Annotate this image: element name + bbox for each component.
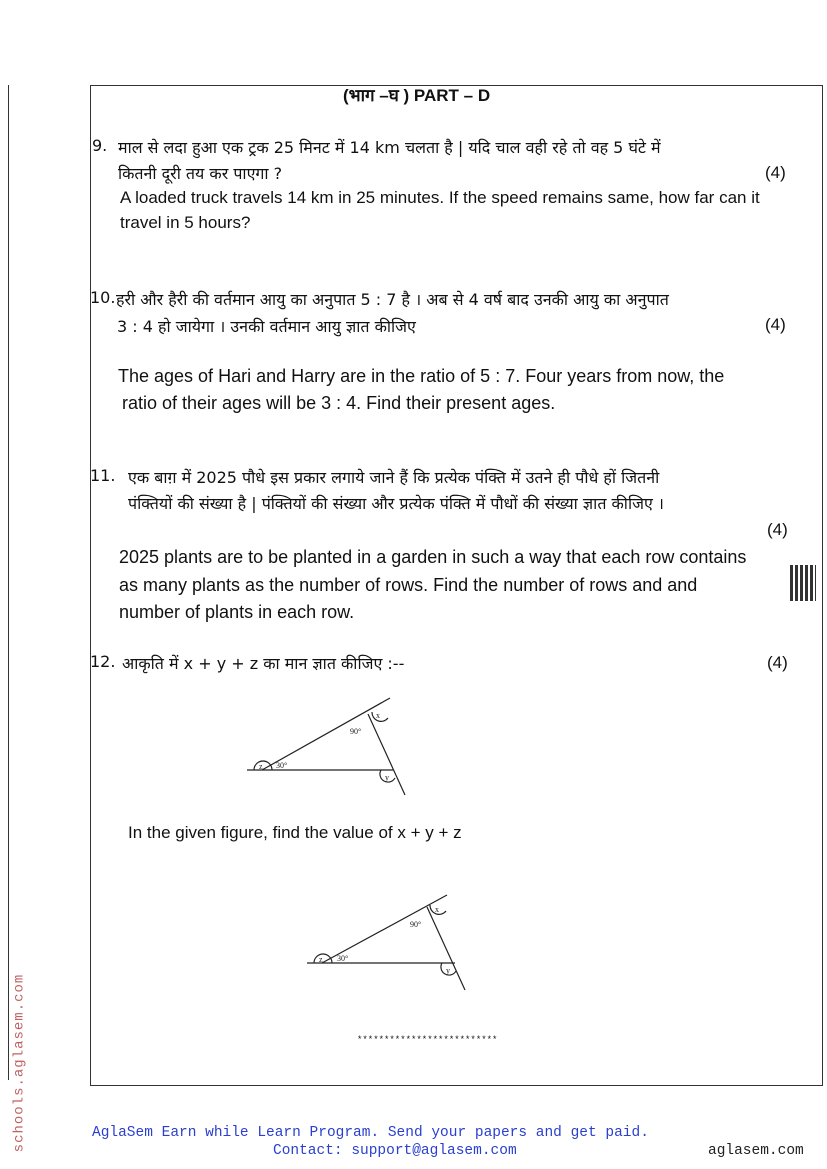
footer-site[interactable]: aglasem.com bbox=[708, 1143, 804, 1159]
triangle-figure-2 bbox=[300, 885, 480, 1000]
footer-contact[interactable]: Contact: support@aglasem.com bbox=[273, 1143, 517, 1159]
q11-english-1: 2025 plants are to be planted in a garden in such a way that each row contains bbox=[119, 547, 747, 567]
q10-english-2: ratio of their ages will be 3 : 4. Find their present ages. bbox=[122, 393, 556, 413]
q11-english-3: number of plants in each row. bbox=[119, 602, 355, 622]
q12-english-1: In the given figure, find the value of x + y + z bbox=[128, 823, 462, 842]
angle-30-label-2: 30° bbox=[337, 954, 349, 963]
q9-number: 9. bbox=[92, 136, 108, 155]
angle-y-label-2: y bbox=[446, 966, 450, 975]
angle-90-label: 90° bbox=[350, 727, 362, 736]
angle-x-label-2: x bbox=[435, 905, 439, 914]
angle-x-label: x bbox=[376, 711, 380, 720]
qr-code bbox=[790, 565, 816, 601]
angle-30-label: 30° bbox=[276, 761, 288, 770]
q9-hindi-2: कितनी दूरी तय कर पाएगा ? bbox=[118, 164, 283, 183]
q11-number: 11. bbox=[90, 466, 116, 485]
q12-number: 12. bbox=[90, 652, 116, 671]
q10-english-1: The ages of Hari and Harry are in the ratio of 5 : 7. Four years from now, the bbox=[118, 366, 725, 386]
watermark: schools.aglasem.com bbox=[11, 973, 28, 1153]
q10-marks: (4) bbox=[765, 315, 786, 334]
end-marker: ************************** bbox=[357, 1035, 498, 1045]
q9-english-1: A loaded truck travels 14 km in 25 minutes. If the speed remains same, how far can it bbox=[120, 188, 760, 207]
angle-90-label-2: 90° bbox=[410, 920, 422, 929]
q11-hindi-2: पंक्तियों की संख्या है | पंक्तियों की संख्या और प्रत्येक पंक्ति में पौधों की संख्या ज्ञात कीजिए । bbox=[128, 494, 664, 513]
q10-number: 10. bbox=[90, 288, 116, 307]
q9-marks: (4) bbox=[765, 163, 786, 182]
angle-z-label: z bbox=[259, 762, 263, 771]
section-heading: (भाग –घ ) PART – D bbox=[343, 86, 491, 105]
footer-promo: AglaSem Earn while Learn Program. Send your papers and get paid. bbox=[92, 1125, 649, 1141]
margin-line bbox=[8, 85, 9, 1080]
q12-marks: (4) bbox=[767, 653, 788, 672]
q9-hindi-1: माल से लदा हुआ एक ट्रक 25 मिनट में 14 km चलता है | यदि चाल वही रहे तो वह 5 घंटे में bbox=[118, 138, 661, 157]
angle-y-label: y bbox=[385, 773, 389, 782]
triangle-figure-1 bbox=[240, 690, 420, 805]
q11-marks: (4) bbox=[767, 520, 788, 539]
q12-hindi-1: आकृति में x + y + z का मान ज्ञात कीजिए :-- bbox=[122, 654, 405, 673]
q11-english-2: as many plants as the number of rows. Find the number of rows and and bbox=[119, 575, 698, 595]
q10-hindi-2: 3 : 4 हो जायेगा । उनकी वर्तमान आयु ज्ञात कीजिए bbox=[117, 317, 416, 336]
q9-english-2: travel in 5 hours? bbox=[120, 213, 251, 232]
q10-hindi-1: हरी और हैरी की वर्तमान आयु का अनुपात 5 : 7 है । अब से 4 वर्ष बाद उनकी आयु का अनुपात bbox=[116, 290, 669, 309]
angle-z-label-2: z bbox=[319, 955, 323, 964]
q11-hindi-1: एक बाग़ में 2025 पौधे इस प्रकार लगाये जाने हैं कि प्रत्येक पंक्ति में उतने ही पौधे हों जितनी bbox=[128, 468, 660, 487]
